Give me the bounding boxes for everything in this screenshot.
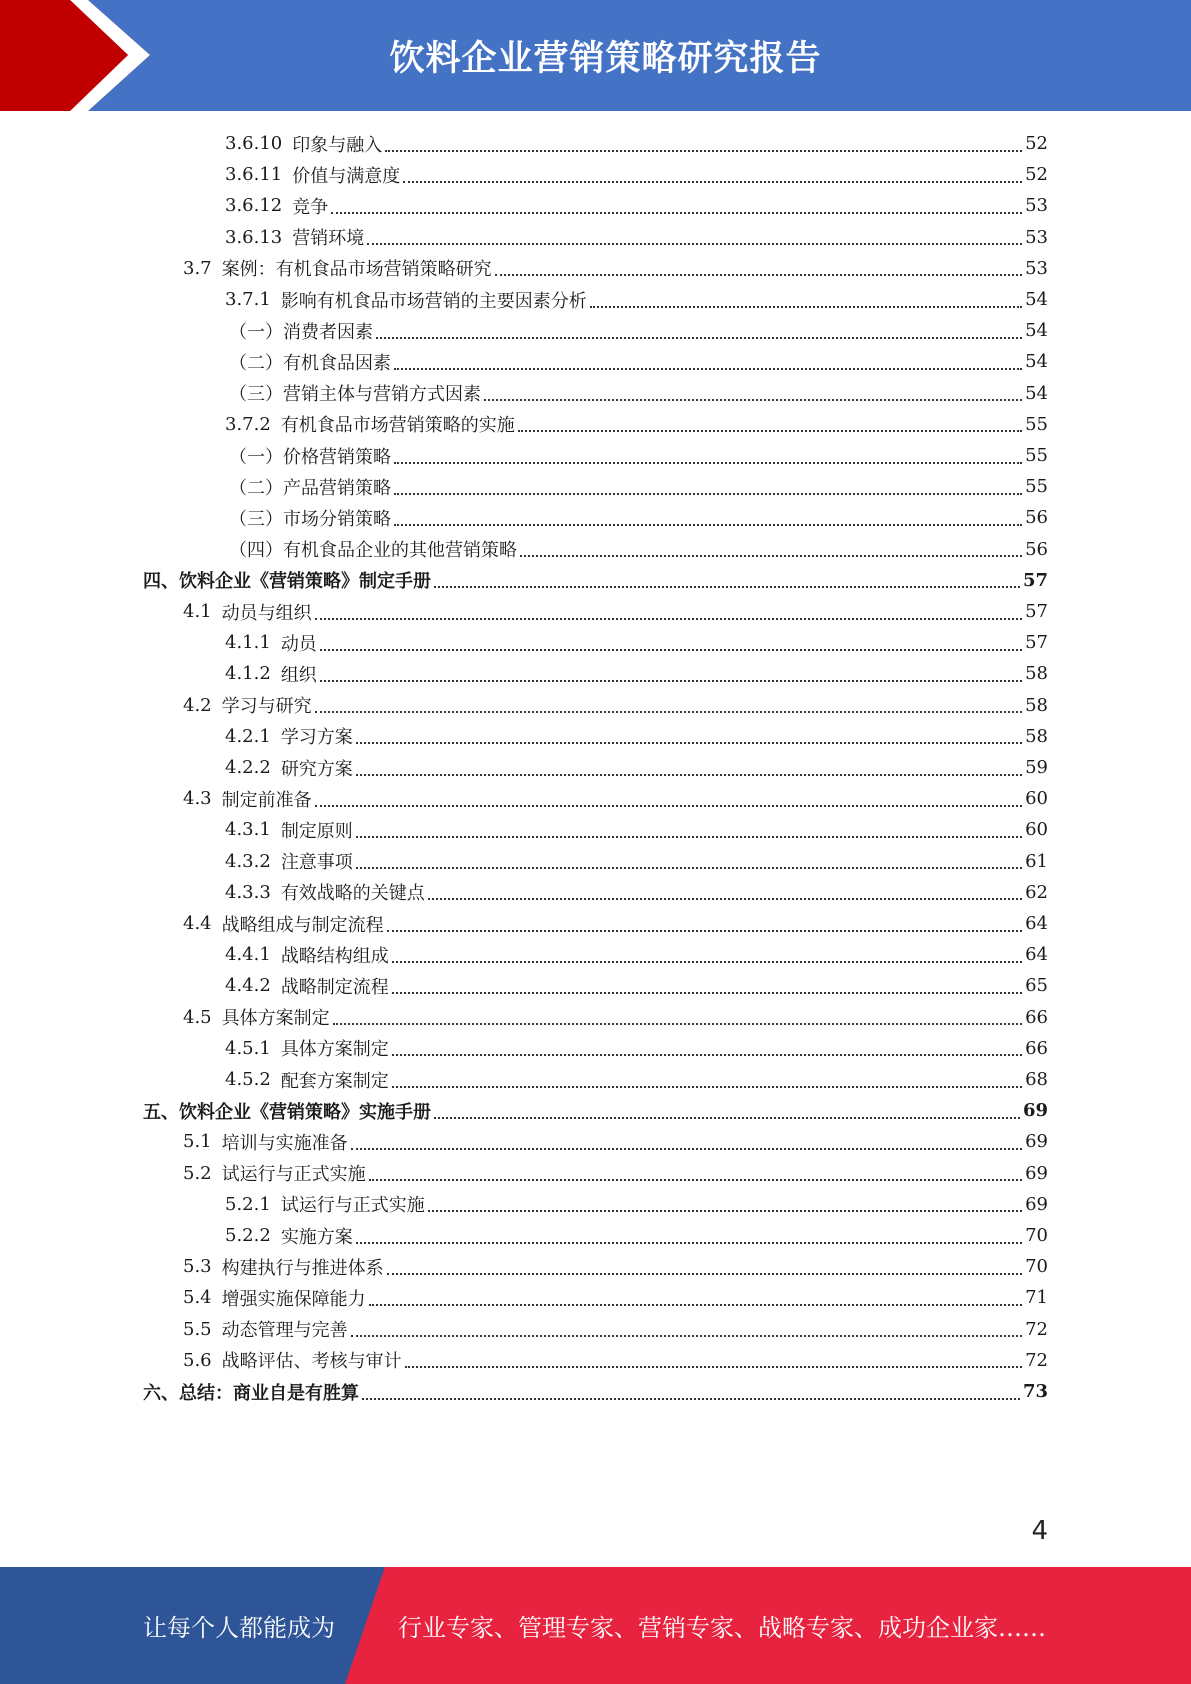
toc-entry-title: 印象与融入 bbox=[292, 134, 383, 156]
toc-dot-leader bbox=[351, 1335, 1022, 1337]
toc-entry-title: 动员与组织 bbox=[221, 602, 312, 624]
toc-entry[interactable] bbox=[183, 1314, 1048, 1345]
toc-entry-page: 60 bbox=[1025, 788, 1048, 810]
toc-entry[interactable] bbox=[225, 814, 1048, 845]
toc-entry-page: 58 bbox=[1025, 663, 1048, 685]
toc-entry-number: 4.1.1 bbox=[225, 632, 271, 654]
toc-dot-leader bbox=[428, 1210, 1022, 1212]
toc-entry-page: 69 bbox=[1025, 1193, 1048, 1215]
toc-entry-number: 5.3 bbox=[183, 1256, 212, 1278]
toc-entry[interactable] bbox=[225, 190, 1048, 221]
toc-entry[interactable] bbox=[183, 1126, 1048, 1157]
toc-entry-number: 3.7 bbox=[183, 257, 212, 279]
toc-entry-number: 4.5.1 bbox=[225, 1037, 271, 1059]
toc-entry-title: 研究方案 bbox=[280, 758, 353, 780]
toc-entry-page: 58 bbox=[1025, 694, 1048, 716]
toc-entry-number: 3.7.2 bbox=[225, 413, 271, 435]
toc-dot-leader bbox=[320, 680, 1022, 682]
toc-entry[interactable] bbox=[229, 378, 1048, 409]
toc-entry[interactable] bbox=[229, 502, 1048, 533]
toc-entry-title: （四）有机食品企业的其他营销策略 bbox=[229, 540, 517, 562]
toc-entry-page: 72 bbox=[1025, 1318, 1048, 1340]
toc-entry-page: 54 bbox=[1025, 382, 1048, 404]
toc-entry-number: 4.5 bbox=[183, 1006, 212, 1028]
toc-dot-leader bbox=[434, 1117, 1020, 1119]
toc-entry-page: 57 bbox=[1022, 569, 1048, 591]
toc-entry-title: （一）消费者因素 bbox=[229, 321, 373, 343]
toc-entry-number: 4.4.2 bbox=[225, 975, 271, 997]
page-footer bbox=[0, 1567, 1191, 1684]
toc-entry[interactable] bbox=[225, 658, 1048, 689]
toc-entry-number: 5.4 bbox=[183, 1287, 212, 1309]
toc-entry-page: 59 bbox=[1025, 757, 1048, 778]
toc-entry-page: 64 bbox=[1025, 944, 1048, 966]
toc-entry-number: 4.2.1 bbox=[225, 725, 271, 747]
footer-slogan-right: 行业专家、管理专家、营销专家、战略专家、成功企业家…… bbox=[398, 1614, 1046, 1642]
toc-entry[interactable] bbox=[229, 534, 1048, 565]
toc-entry[interactable] bbox=[183, 1158, 1048, 1189]
toc-entry-number: 4.4.1 bbox=[225, 944, 271, 966]
toc-entry-page: 71 bbox=[1025, 1287, 1048, 1309]
toc-entry-title: 增强实施保障能力 bbox=[221, 1288, 366, 1310]
toc-entry[interactable] bbox=[183, 1282, 1048, 1313]
toc-entry-title: 制定原则 bbox=[280, 820, 353, 842]
toc-entry-page: 72 bbox=[1025, 1349, 1048, 1371]
toc-dot-leader bbox=[367, 243, 1022, 245]
toc-entry-page: 61 bbox=[1025, 850, 1048, 872]
toc-entry-page: 57 bbox=[1025, 632, 1048, 654]
toc-dot-leader bbox=[356, 867, 1022, 869]
toc-entry[interactable] bbox=[225, 752, 1048, 783]
toc-entry-page: 54 bbox=[1025, 351, 1048, 373]
toc-dot-leader bbox=[331, 212, 1022, 214]
toc-entry-number: 4.4 bbox=[183, 913, 212, 934]
toc-entry-page: 52 bbox=[1025, 164, 1048, 186]
toc-dot-leader bbox=[392, 1054, 1022, 1056]
toc-entry-number: 4.2 bbox=[183, 694, 212, 716]
toc-entry-page: 52 bbox=[1025, 133, 1048, 154]
document-title: 饮料企业营销策略研究报告 bbox=[389, 38, 822, 79]
toc-dot-leader bbox=[356, 836, 1022, 838]
toc-entry-page: 53 bbox=[1025, 226, 1048, 248]
toc-entry[interactable] bbox=[225, 877, 1048, 908]
toc-dot-leader bbox=[495, 274, 1022, 276]
toc-entry[interactable] bbox=[225, 846, 1048, 877]
toc-entry-number: 5.2.2 bbox=[225, 1225, 271, 1246]
toc-entry-page: 70 bbox=[1025, 1225, 1048, 1246]
toc-entry-title: 实施方案 bbox=[280, 1226, 353, 1248]
toc-entry-number: 3.6.12 bbox=[225, 195, 283, 217]
toc-dot-leader bbox=[315, 618, 1022, 620]
toc-entry-title: 战略结构组成 bbox=[280, 945, 389, 967]
page-number: 4 bbox=[1031, 1516, 1048, 1546]
toc-dot-leader bbox=[392, 961, 1022, 963]
toc-entry[interactable] bbox=[225, 409, 1048, 440]
toc-entry-page: 70 bbox=[1025, 1256, 1048, 1278]
toc-entry[interactable] bbox=[229, 346, 1048, 377]
toc-entry[interactable] bbox=[183, 1002, 1048, 1033]
toc-entry-title: （二）产品营销策略 bbox=[229, 477, 391, 499]
toc-dot-leader bbox=[484, 399, 1022, 401]
toc-entry-title: 动员 bbox=[280, 633, 317, 655]
toc-entry-number: 3.6.10 bbox=[225, 133, 283, 154]
toc-entry-title: 试运行与正式实施 bbox=[280, 1195, 425, 1217]
toc-dot-leader bbox=[434, 586, 1020, 588]
toc-entry-title: 动态管理与完善 bbox=[221, 1320, 348, 1342]
toc-entry[interactable] bbox=[183, 908, 1048, 939]
toc-entry-title: 配套方案制定 bbox=[280, 1070, 389, 1092]
toc-entry[interactable] bbox=[143, 1376, 1048, 1407]
toc-dot-leader bbox=[333, 1023, 1022, 1025]
toc-entry[interactable] bbox=[183, 596, 1048, 627]
toc-entry-page: 66 bbox=[1025, 1006, 1048, 1028]
toc-entry-number: 4.3.2 bbox=[225, 850, 271, 872]
toc-entry-number: 4.3 bbox=[183, 788, 212, 810]
toc-entry-page: 53 bbox=[1025, 257, 1048, 279]
toc-entry-title: （三）营销主体与营销方式因素 bbox=[229, 384, 481, 406]
toc-entry[interactable] bbox=[225, 627, 1048, 658]
toc-dot-leader bbox=[362, 1398, 1020, 1400]
toc-dot-leader bbox=[394, 368, 1022, 370]
toc-entry-number: 5.2 bbox=[183, 1162, 212, 1184]
toc-dot-leader bbox=[356, 1242, 1022, 1244]
toc-entry-title: 有机食品市场营销策略的实施 bbox=[280, 415, 515, 437]
toc-entry[interactable] bbox=[143, 565, 1048, 596]
toc-entry[interactable] bbox=[225, 1189, 1048, 1220]
toc-entry[interactable] bbox=[225, 284, 1048, 315]
toc-entry[interactable] bbox=[225, 159, 1048, 190]
toc-entry-page: 65 bbox=[1025, 975, 1048, 997]
toc-entry-page: 56 bbox=[1025, 507, 1048, 529]
toc-entry-title: 营销环境 bbox=[292, 228, 365, 250]
toc-entry-title: 战略制定流程 bbox=[280, 976, 389, 998]
toc-dot-leader bbox=[590, 306, 1022, 308]
page-header bbox=[0, 0, 1191, 111]
toc-entry[interactable] bbox=[225, 721, 1048, 752]
toc-entry-page: 69 bbox=[1022, 1100, 1048, 1122]
toc-entry[interactable] bbox=[183, 1251, 1048, 1282]
toc-entry-number: 5.6 bbox=[183, 1349, 212, 1371]
toc-entry-number: 5.2.1 bbox=[225, 1193, 271, 1215]
toc-entry-page: 55 bbox=[1025, 445, 1048, 466]
toc-entry-title: 培训与实施准备 bbox=[221, 1132, 348, 1154]
toc-entry[interactable] bbox=[229, 471, 1048, 502]
toc-entry-number: 5.5 bbox=[183, 1318, 212, 1340]
toc-entry[interactable] bbox=[183, 783, 1048, 814]
toc-entry-title: 四、饮料企业《营销策略》制定手册 bbox=[143, 571, 431, 593]
toc-entry-number: 4.3.1 bbox=[225, 819, 271, 841]
toc-entry-title: 试运行与正式实施 bbox=[221, 1164, 366, 1186]
toc-entry-title: 影响有机食品市场营销的主要因素分析 bbox=[280, 290, 587, 312]
toc-entry[interactable] bbox=[225, 128, 1048, 159]
toc-entry-title: 注意事项 bbox=[280, 852, 353, 874]
toc-entry-title: （二）有机食品因素 bbox=[229, 352, 391, 374]
toc-dot-leader bbox=[387, 1273, 1022, 1275]
toc-entry-page: 55 bbox=[1025, 413, 1048, 435]
toc-entry[interactable] bbox=[183, 253, 1048, 284]
toc-entry-title: 学习方案 bbox=[280, 727, 353, 749]
toc-entry-title: 有效战略的关键点 bbox=[280, 883, 425, 905]
toc-dot-leader bbox=[369, 1179, 1022, 1181]
toc-dot-leader bbox=[320, 649, 1022, 651]
toc-entry-page: 57 bbox=[1025, 601, 1048, 622]
toc-dot-leader bbox=[392, 992, 1022, 994]
toc-entry[interactable] bbox=[225, 222, 1048, 253]
toc-entry-page: 54 bbox=[1025, 320, 1048, 342]
toc-entry-page: 68 bbox=[1025, 1069, 1048, 1090]
toc-entry-page: 66 bbox=[1025, 1037, 1048, 1059]
toc-entry-title: 案例：有机食品市场营销策略研究 bbox=[221, 259, 492, 281]
toc-dot-leader bbox=[392, 1086, 1022, 1088]
toc-dot-leader bbox=[394, 524, 1022, 526]
toc-entry-page: 73 bbox=[1022, 1381, 1048, 1402]
toc-dot-leader bbox=[405, 1366, 1022, 1368]
toc-entry-title: （三）市场分销策略 bbox=[229, 508, 391, 530]
toc-dot-leader bbox=[369, 1304, 1022, 1306]
toc-entry[interactable] bbox=[229, 440, 1048, 471]
toc-entry-number: 3.6.11 bbox=[225, 164, 283, 186]
toc-entry-title: 价值与满意度 bbox=[292, 165, 401, 187]
toc-entry-page: 64 bbox=[1025, 913, 1048, 934]
toc-entry-page: 56 bbox=[1025, 538, 1048, 560]
toc-entry-number: 3.6.13 bbox=[225, 226, 283, 248]
toc-entry-page: 54 bbox=[1025, 289, 1048, 310]
toc-entry-page: 55 bbox=[1025, 476, 1048, 498]
toc-dot-leader bbox=[518, 430, 1022, 432]
toc-dot-leader bbox=[376, 337, 1022, 339]
footer-slogan-left: 让每个人都能成为 bbox=[143, 1614, 335, 1642]
toc-entry-number: 3.7.1 bbox=[225, 289, 271, 310]
toc-entry-number: 4.1.2 bbox=[225, 663, 271, 685]
toc-entry-title: 制定前准备 bbox=[221, 789, 312, 811]
toc-entry-page: 69 bbox=[1025, 1131, 1048, 1153]
toc-dot-leader bbox=[315, 805, 1022, 807]
toc-entry[interactable] bbox=[229, 315, 1048, 346]
toc-dot-leader bbox=[403, 181, 1022, 183]
toc-entry-number: 4.5.2 bbox=[225, 1069, 271, 1090]
toc-dot-leader bbox=[428, 898, 1022, 900]
toc-dot-leader bbox=[387, 930, 1022, 932]
toc-dot-leader bbox=[385, 150, 1022, 152]
toc-dot-leader bbox=[315, 711, 1022, 713]
toc-entry-page: 58 bbox=[1025, 725, 1048, 747]
toc-entry[interactable] bbox=[225, 970, 1048, 1001]
toc-entry[interactable] bbox=[225, 1220, 1048, 1251]
toc-entry-title: 战略评估、考核与审计 bbox=[221, 1351, 402, 1373]
toc-entry-title: 竞争 bbox=[292, 196, 329, 218]
toc-entry-title: 六、总结：商业自是有胜算 bbox=[143, 1382, 359, 1404]
toc-entry[interactable] bbox=[225, 1033, 1048, 1064]
toc-dot-leader bbox=[520, 555, 1022, 557]
toc-entry-number: 4.1 bbox=[183, 601, 212, 622]
toc-entry-title: （一）价格营销策略 bbox=[229, 446, 391, 468]
toc-entry-title: 五、饮料企业《营销策略》实施手册 bbox=[143, 1101, 431, 1123]
toc-dot-leader bbox=[356, 774, 1022, 776]
toc-entry-page: 60 bbox=[1025, 819, 1048, 841]
toc-entry-title: 学习与研究 bbox=[221, 696, 312, 718]
toc-entry-number: 4.2.2 bbox=[225, 757, 271, 778]
toc-dot-leader bbox=[394, 462, 1022, 464]
toc-entry-page: 53 bbox=[1025, 195, 1048, 217]
toc-entry-page: 62 bbox=[1025, 881, 1048, 903]
toc-entry-title: 战略组成与制定流程 bbox=[221, 914, 384, 936]
toc-entry-title: 构建执行与推进体系 bbox=[221, 1257, 384, 1279]
toc-entry-title: 具体方案制定 bbox=[221, 1008, 330, 1030]
toc-entry[interactable] bbox=[225, 1064, 1048, 1095]
toc-entry[interactable] bbox=[183, 690, 1048, 721]
toc-entry-title: 组织 bbox=[280, 664, 317, 686]
toc-entry-number: 4.3.3 bbox=[225, 881, 271, 903]
toc-entry[interactable] bbox=[225, 939, 1048, 970]
toc-entry[interactable] bbox=[183, 1345, 1048, 1376]
toc-entry[interactable] bbox=[143, 1095, 1048, 1126]
toc-dot-leader bbox=[394, 493, 1022, 495]
toc-dot-leader bbox=[351, 1148, 1022, 1150]
toc-entry-title: 具体方案制定 bbox=[280, 1039, 389, 1061]
toc-entry-page: 69 bbox=[1025, 1162, 1048, 1184]
toc-entry-number: 5.1 bbox=[183, 1131, 212, 1153]
toc-dot-leader bbox=[356, 742, 1022, 744]
